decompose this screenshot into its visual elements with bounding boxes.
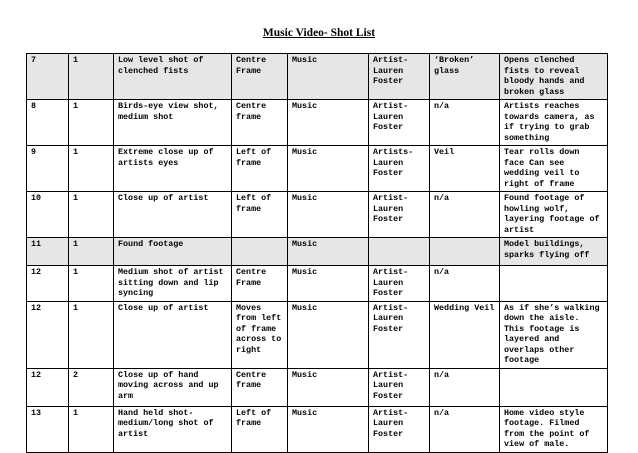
props-cell: n/a: [430, 368, 500, 406]
table-row: [27, 406, 608, 452]
props-cell: n/a: [430, 266, 500, 302]
shot-cell: Hand held shot- medium/long shot of artist: [114, 406, 232, 452]
take-cell: 1: [69, 406, 114, 452]
framing-cell: Left of frame: [232, 406, 288, 452]
notes-cell: Found footage of howling wolf, layering footage of artist: [500, 192, 608, 238]
notes-cell: Home video style footage. Filmed from the point of view of male.: [500, 406, 608, 452]
framing-cell: Centre Frame: [232, 266, 288, 302]
props-cell: [430, 238, 500, 266]
cast-cell: Artist- Lauren Foster: [369, 406, 430, 452]
shot-cell: Close up of hand moving across and up arm: [114, 368, 232, 406]
sound-cell: Music: [288, 406, 369, 452]
take-cell: 1: [69, 266, 114, 302]
shot-list-table: [26, 53, 608, 453]
framing-cell: Centre frame: [232, 368, 288, 406]
table-row: [27, 146, 608, 192]
table-row: [27, 368, 608, 406]
table-row: [27, 238, 608, 266]
sound-cell: Music: [288, 368, 369, 406]
shot-cell: Low level shot of clenched fists: [114, 54, 232, 100]
cast-cell: Artist- Lauren Foster: [369, 54, 430, 100]
props-cell: n/a: [430, 406, 500, 452]
sound-cell: Music: [288, 146, 369, 192]
table-row: [27, 266, 608, 302]
cast-cell: Artist- Lauren Foster: [369, 192, 430, 238]
table-row: [27, 100, 608, 146]
cast-cell: Artists- Lauren Foster: [369, 146, 430, 192]
notes-cell: Opens clenched fists to reveal bloody hands and broken glass: [500, 54, 608, 100]
scene-cell: 7: [27, 54, 69, 100]
scene-cell: 12: [27, 266, 69, 302]
notes-cell: Model buildings, sparks flying off: [500, 238, 608, 266]
scene-cell: 9: [27, 146, 69, 192]
take-cell: 1: [69, 192, 114, 238]
props-cell: Veil: [430, 146, 500, 192]
sound-cell: Music: [288, 301, 369, 368]
sound-cell: Music: [288, 54, 369, 100]
take-cell: 1: [69, 238, 114, 266]
scene-cell: 10: [27, 192, 69, 238]
take-cell: 1: [69, 301, 114, 368]
table-row: [27, 301, 608, 368]
take-cell: 1: [69, 54, 114, 100]
sound-cell: Music: [288, 266, 369, 302]
framing-cell: Centre frame: [232, 100, 288, 146]
scene-cell: 13: [27, 406, 69, 452]
notes-cell: [500, 368, 608, 406]
shot-cell: Found footage: [114, 238, 232, 266]
sound-cell: Music: [288, 100, 369, 146]
notes-cell: Artists reaches towards camera, as if trying to grab something: [500, 100, 608, 146]
sound-cell: Music: [288, 192, 369, 238]
props-cell: ‘Broken’ glass: [430, 54, 500, 100]
notes-cell: Tear rolls down face Can see wedding veil to right of frame: [500, 146, 608, 192]
framing-cell: Left of frame: [232, 146, 288, 192]
scene-cell: 12: [27, 301, 69, 368]
scene-cell: 11: [27, 238, 69, 266]
take-cell: 2: [69, 368, 114, 406]
framing-cell: Centre Frame: [232, 54, 288, 100]
shot-cell: Close up of artist: [114, 301, 232, 368]
framing-cell: [232, 238, 288, 266]
shot-cell: Birds-eye view shot, medium shot: [114, 100, 232, 146]
notes-cell: [500, 266, 608, 302]
document-title: Music Video- Shot List: [262, 27, 376, 39]
table-row: [27, 192, 608, 238]
take-cell: 1: [69, 100, 114, 146]
cast-cell: Artist- Lauren Foster: [369, 301, 430, 368]
cast-cell: [369, 238, 430, 266]
cast-cell: Artist- Lauren Foster: [369, 100, 430, 146]
framing-cell: Left of frame: [232, 192, 288, 238]
cast-cell: Artist- Lauren Foster: [369, 368, 430, 406]
cast-cell: Artist- Lauren Foster: [369, 266, 430, 302]
shot-cell: Medium shot of artist sitting down and lip syncing: [114, 266, 232, 302]
props-cell: n/a: [430, 100, 500, 146]
framing-cell: Moves from left of frame across to right: [232, 301, 288, 368]
props-cell: n/a: [430, 192, 500, 238]
props-cell: Wedding Veil: [430, 301, 500, 368]
scene-cell: 8: [27, 100, 69, 146]
notes-cell: As if she’s walking down the aisle. This footage is layered and overlaps other footage: [500, 301, 608, 368]
sound-cell: Music: [288, 238, 369, 266]
scene-cell: 12: [27, 368, 69, 406]
shot-cell: Close up of artist: [114, 192, 232, 238]
shot-cell: Extreme close up of artists eyes: [114, 146, 232, 192]
take-cell: 1: [69, 146, 114, 192]
table-row: [27, 54, 608, 100]
